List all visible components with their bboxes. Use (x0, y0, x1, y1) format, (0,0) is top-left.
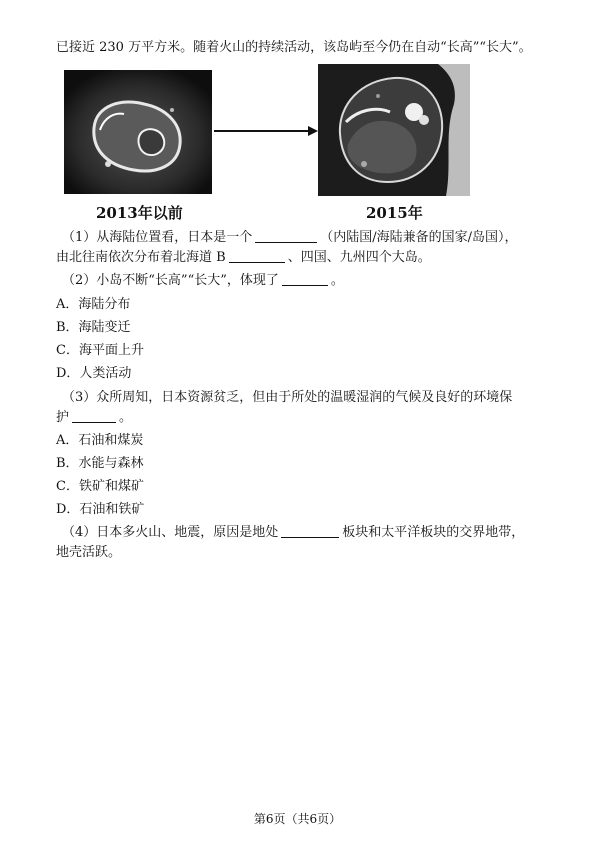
caption-after: 2015年 (366, 204, 423, 222)
question-3-text: 。 (119, 410, 133, 425)
answer-blank[interactable] (229, 249, 285, 263)
question-2-text: （2）小岛不断“长高”“长大”，体现了 (62, 273, 279, 288)
answer-blank[interactable] (72, 409, 116, 423)
question-1-line-1 (62, 228, 518, 247)
question-4-line-1 (62, 523, 524, 542)
page-footer: 第6页（共6页） (253, 812, 342, 826)
arrow-icon (214, 124, 318, 138)
option-c[interactable]: C．海平面上升 (56, 343, 144, 358)
island-image-after (318, 64, 470, 196)
island-image-before (64, 70, 212, 194)
option-c[interactable]: C．铁矿和煤矿 (56, 479, 144, 494)
answer-blank[interactable] (281, 524, 339, 538)
option-d[interactable]: D．人类活动 (56, 366, 132, 381)
question-3-text: 护 (56, 410, 70, 425)
question-4-line-2: 地壳活跃。 (56, 545, 122, 560)
question-2-text: 。 (330, 273, 344, 288)
caption-before: 2013年以前 (96, 204, 183, 222)
question-1-text: 、四国、九州四个大岛。 (287, 250, 431, 265)
option-d[interactable]: D．石油和铁矿 (56, 502, 145, 517)
option-a[interactable]: A．石油和煤炭 (56, 433, 144, 448)
question-4-text: 板块和太平洋板块的交界地带， (342, 525, 525, 540)
option-b[interactable]: B．水能与森林 (56, 456, 144, 471)
question-1-text: 由北往南依次分布着北海道 B (56, 250, 226, 265)
question-3-stem-line-1: （3）众所周知，日本资源贫乏，但由于所处的温暖湿润的气候及良好的环境保 (62, 390, 513, 405)
answer-blank[interactable] (282, 272, 328, 286)
question-4-text: （4）日本多火山、地震，原因是地处 (62, 525, 279, 540)
question-3-stem-line-2 (56, 408, 132, 427)
question-1-text: （内陆国/海陆兼备的国家/岛国）， (320, 230, 518, 245)
question-1-text: （1）从海陆位置看，日本是一个 (62, 230, 253, 245)
option-b[interactable]: B．海陆变迁 (56, 320, 131, 335)
option-a[interactable]: A．海陆分布 (56, 297, 131, 312)
answer-blank[interactable] (255, 229, 317, 243)
question-2-stem (62, 271, 344, 290)
question-1-line-2 (56, 248, 431, 267)
intro-line: 已接近 230 万平方米。随着火山的持续活动，该岛屿至今仍在自动“长高”“长大”。 (56, 40, 532, 55)
